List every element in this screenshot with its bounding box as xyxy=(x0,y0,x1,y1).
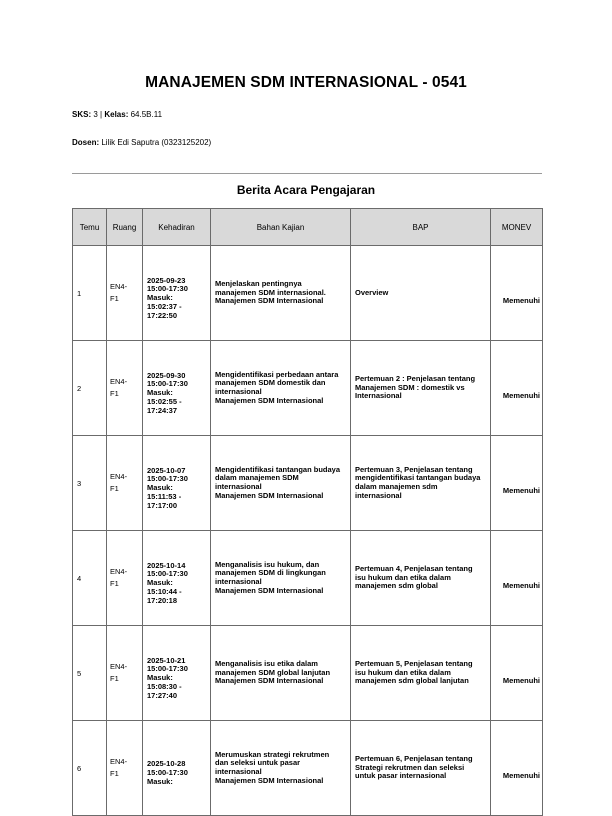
cell-bap-line: Strategi rekrutmen dan seleksi xyxy=(355,762,465,772)
dosen-value: Lilik Edi Saputra (0323125202) xyxy=(101,138,212,147)
cell-bahan-kajian-line: internasional xyxy=(215,767,262,776)
cell-bahan-kajian-line: Mengidentifikasi tantangan budaya xyxy=(215,464,341,474)
cell-kehadiran-line: 2025-10-28 xyxy=(147,759,186,769)
cell-ruang-line: EN4- xyxy=(110,567,128,576)
cell-kehadiran xyxy=(143,246,211,341)
cell-bap-line: manajemen sdm global xyxy=(355,581,438,591)
cell-kehadiran-line: 2025-10-14 xyxy=(147,560,186,570)
sks-value: 3 xyxy=(93,110,98,119)
cell-ruang xyxy=(107,721,143,816)
page-title: MANAJEMEN SDM INTERNASIONAL - 0541 xyxy=(145,74,467,91)
cell-ruang xyxy=(107,626,143,721)
meta-separator: | xyxy=(100,110,103,119)
cell-bap xyxy=(351,531,491,626)
cell-bap xyxy=(351,721,491,816)
cell-kehadiran xyxy=(143,436,211,531)
cell-kehadiran xyxy=(143,531,211,626)
dosen-label: Dosen: xyxy=(72,138,100,147)
cell-kehadiran-line: 15:11:53 - xyxy=(147,491,182,501)
cell-bahan-kajian-line: Menganalisis isu hukum, dan xyxy=(215,559,320,569)
cell-ruang xyxy=(107,246,143,341)
cell-bahan-kajian-line: dalam manajemen SDM xyxy=(215,473,299,483)
cell-bahan-kajian-line: Menganalisis isu etika dalam xyxy=(215,658,318,668)
cell-bap-line: Pertemuan 2 : Penjelasan tentang xyxy=(355,373,476,383)
cell-kehadiran-line: 17:22:50 xyxy=(147,310,178,320)
cell-kehadiran-line: Masuk: xyxy=(147,388,173,398)
cell-bahan-kajian-line: manajemen SDM global lanjutan xyxy=(215,667,331,677)
cell-bahan-kajian xyxy=(211,626,351,721)
cell-bap xyxy=(351,341,491,436)
cell-kehadiran-line: 15:00-17:30 xyxy=(147,379,188,389)
col-header-ruang: Ruang xyxy=(107,209,143,246)
cell-bap xyxy=(351,436,491,531)
cell-ruang xyxy=(107,341,143,436)
cell-bap-line: internasional xyxy=(355,490,402,500)
cell-bahan-kajian-line: manajemen SDM internasional. xyxy=(215,287,326,297)
cell-bap-line: Pertemuan 6, Penjelasan tentang xyxy=(355,753,473,763)
cell-monev: Memenuhi xyxy=(491,721,543,816)
cell-ruang xyxy=(107,531,143,626)
table-row xyxy=(73,531,543,626)
cell-kehadiran-line: 2025-09-30 xyxy=(147,370,186,380)
cell-kehadiran-line: 15:08:30 - xyxy=(147,681,182,691)
cell-ruang-line: F1 xyxy=(110,769,119,778)
cell-kehadiran-line: 17:20:18 xyxy=(147,595,178,605)
cell-ruang-line: F1 xyxy=(110,674,119,683)
cell-kehadiran-line: 2025-10-07 xyxy=(147,465,186,475)
cell-kehadiran-line: 2025-10-21 xyxy=(147,655,186,665)
cell-bahan-kajian-line: dan seleksi untuk pasar xyxy=(215,758,301,768)
cell-bap-line: Pertemuan 3, Penjelasan tentang xyxy=(355,464,473,474)
table-row xyxy=(73,436,543,531)
cell-kehadiran-line: 17:27:40 xyxy=(147,690,178,700)
cell-bahan-kajian-line: Manajemen SDM Internasional xyxy=(215,585,324,595)
cell-bahan-kajian-line: manajemen SDM di lingkungan xyxy=(215,568,326,578)
col-header-monev: MONEV xyxy=(491,209,543,246)
cell-ruang-line: EN4- xyxy=(110,282,128,291)
cell-kehadiran-line: Masuk: xyxy=(147,293,173,303)
cell-kehadiran-line: Masuk: xyxy=(147,578,173,588)
sks-label: SKS: xyxy=(72,110,92,119)
cell-kehadiran-line: 2025-09-23 xyxy=(147,275,186,285)
col-header-temu: Temu xyxy=(73,209,107,246)
table-row xyxy=(73,246,543,341)
cell-kehadiran-line: 17:17:00 xyxy=(147,500,178,510)
cell-bahan-kajian-line: Manajemen SDM Internasional xyxy=(215,296,324,306)
cell-bap-line: isu hukum dan etika dalam xyxy=(355,572,451,582)
cell-bahan-kajian xyxy=(211,341,351,436)
cell-kehadiran-line: 15:02:37 - xyxy=(147,301,182,311)
cell-monev: Memenuhi xyxy=(491,246,543,341)
cell-temu: 2 xyxy=(73,341,107,436)
col-header-kehadiran: Kehadiran xyxy=(143,209,211,246)
teaching-record-table xyxy=(72,208,543,816)
cell-ruang-line: F1 xyxy=(110,484,119,493)
cell-kehadiran xyxy=(143,626,211,721)
cell-temu: 3 xyxy=(73,436,107,531)
cell-bap-line: isu hukum dan etika dalam xyxy=(355,667,451,677)
kelas-value: 64.5B.11 xyxy=(130,110,163,119)
cell-bap-line: Overview xyxy=(355,287,389,297)
cell-kehadiran-line: 17:24:37 xyxy=(147,405,178,415)
cell-bahan-kajian xyxy=(211,436,351,531)
cell-kehadiran-line: Masuk: xyxy=(147,483,173,493)
col-header-bap: BAP xyxy=(351,209,491,246)
cell-temu: 1 xyxy=(73,246,107,341)
cell-bahan-kajian-line: Manajemen SDM Internasional xyxy=(215,676,324,686)
cell-bap-line: Manajemen SDM : domestik vs xyxy=(355,382,465,392)
cell-bahan-kajian xyxy=(211,721,351,816)
cell-bahan-kajian xyxy=(211,246,351,341)
table-row xyxy=(73,626,543,721)
cell-bap-line: dalam manajemen sdm xyxy=(355,482,438,491)
cell-ruang-line: EN4- xyxy=(110,377,128,386)
cell-temu: 5 xyxy=(73,626,107,721)
cell-bap-line: untuk pasar internasional xyxy=(355,771,447,781)
cell-ruang-line: EN4- xyxy=(110,472,128,481)
lecturer-meta xyxy=(72,138,211,147)
cell-bap-line: Pertemuan 4, Penjelasan tentang xyxy=(355,563,473,573)
cell-ruang-line: F1 xyxy=(110,579,119,588)
cell-monev: Memenuhi xyxy=(491,626,543,721)
cell-monev: Memenuhi xyxy=(491,341,543,436)
cell-kehadiran-line: 15:02:55 - xyxy=(147,396,182,406)
cell-kehadiran xyxy=(143,721,211,816)
cell-temu: 6 xyxy=(73,721,107,816)
cell-kehadiran-line: 15:00-17:30 xyxy=(147,474,188,484)
cell-kehadiran xyxy=(143,341,211,436)
course-meta xyxy=(72,110,162,119)
cell-temu: 4 xyxy=(73,531,107,626)
cell-monev: Memenuhi xyxy=(491,436,543,531)
cell-ruang xyxy=(107,436,143,531)
cell-bap-line: Internasional xyxy=(355,391,402,401)
cell-kehadiran-line: Masuk: xyxy=(147,776,173,786)
cell-ruang-line: F1 xyxy=(110,294,119,303)
kelas-label: Kelas: xyxy=(104,110,129,119)
cell-bahan-kajian-line: Mengidentifikasi perbedaan antara xyxy=(215,369,339,379)
cell-kehadiran-line: 15:10:44 - xyxy=(147,586,182,596)
section-title: Berita Acara Pengajaran xyxy=(236,183,376,197)
cell-bahan-kajian-line: Manajemen SDM Internasional xyxy=(215,395,324,405)
table-row xyxy=(73,721,543,816)
cell-bap-line: Pertemuan 5, Penjelasan tentang xyxy=(355,658,473,668)
cell-ruang-line: F1 xyxy=(110,389,119,398)
cell-kehadiran-line: Masuk: xyxy=(147,673,173,683)
cell-kehadiran-line: 15:00-17:30 xyxy=(147,569,188,579)
table-row xyxy=(73,341,543,436)
cell-kehadiran-line: 15:00-17:30 xyxy=(147,284,188,294)
cell-bahan-kajian-line: internasional xyxy=(215,387,262,396)
cell-bahan-kajian-line: Menjelaskan pentingnya xyxy=(215,278,302,288)
cell-bahan-kajian xyxy=(211,531,351,626)
cell-bahan-kajian-line: manajemen SDM domestik dan xyxy=(215,378,326,388)
cell-monev: Memenuhi xyxy=(491,531,543,626)
cell-bap xyxy=(351,626,491,721)
cell-ruang-line: EN4- xyxy=(110,662,128,671)
cell-bahan-kajian-line: Merumuskan strategi rekrutmen xyxy=(215,749,330,759)
cell-kehadiran-line: 15:00-17:30 xyxy=(147,664,188,674)
table-header-row xyxy=(73,209,543,246)
cell-bahan-kajian-line: internasional xyxy=(215,577,262,586)
cell-bap-line: manajemen sdm global lanjutan xyxy=(355,676,469,686)
cell-bahan-kajian-line: Manajemen SDM Internasional xyxy=(215,490,324,500)
cell-bahan-kajian-line: Manajemen SDM Internasional xyxy=(215,775,324,785)
cell-bap xyxy=(351,246,491,341)
col-header-bahan-kajian: Bahan Kajian xyxy=(211,209,351,246)
cell-kehadiran-line: 15:00-17:30 xyxy=(147,768,188,778)
cell-bahan-kajian-line: internasional xyxy=(215,482,262,491)
divider xyxy=(72,173,542,174)
cell-bap-line: mengidentifikasi tantangan budaya xyxy=(355,473,481,483)
cell-ruang-line: EN4- xyxy=(110,757,128,766)
